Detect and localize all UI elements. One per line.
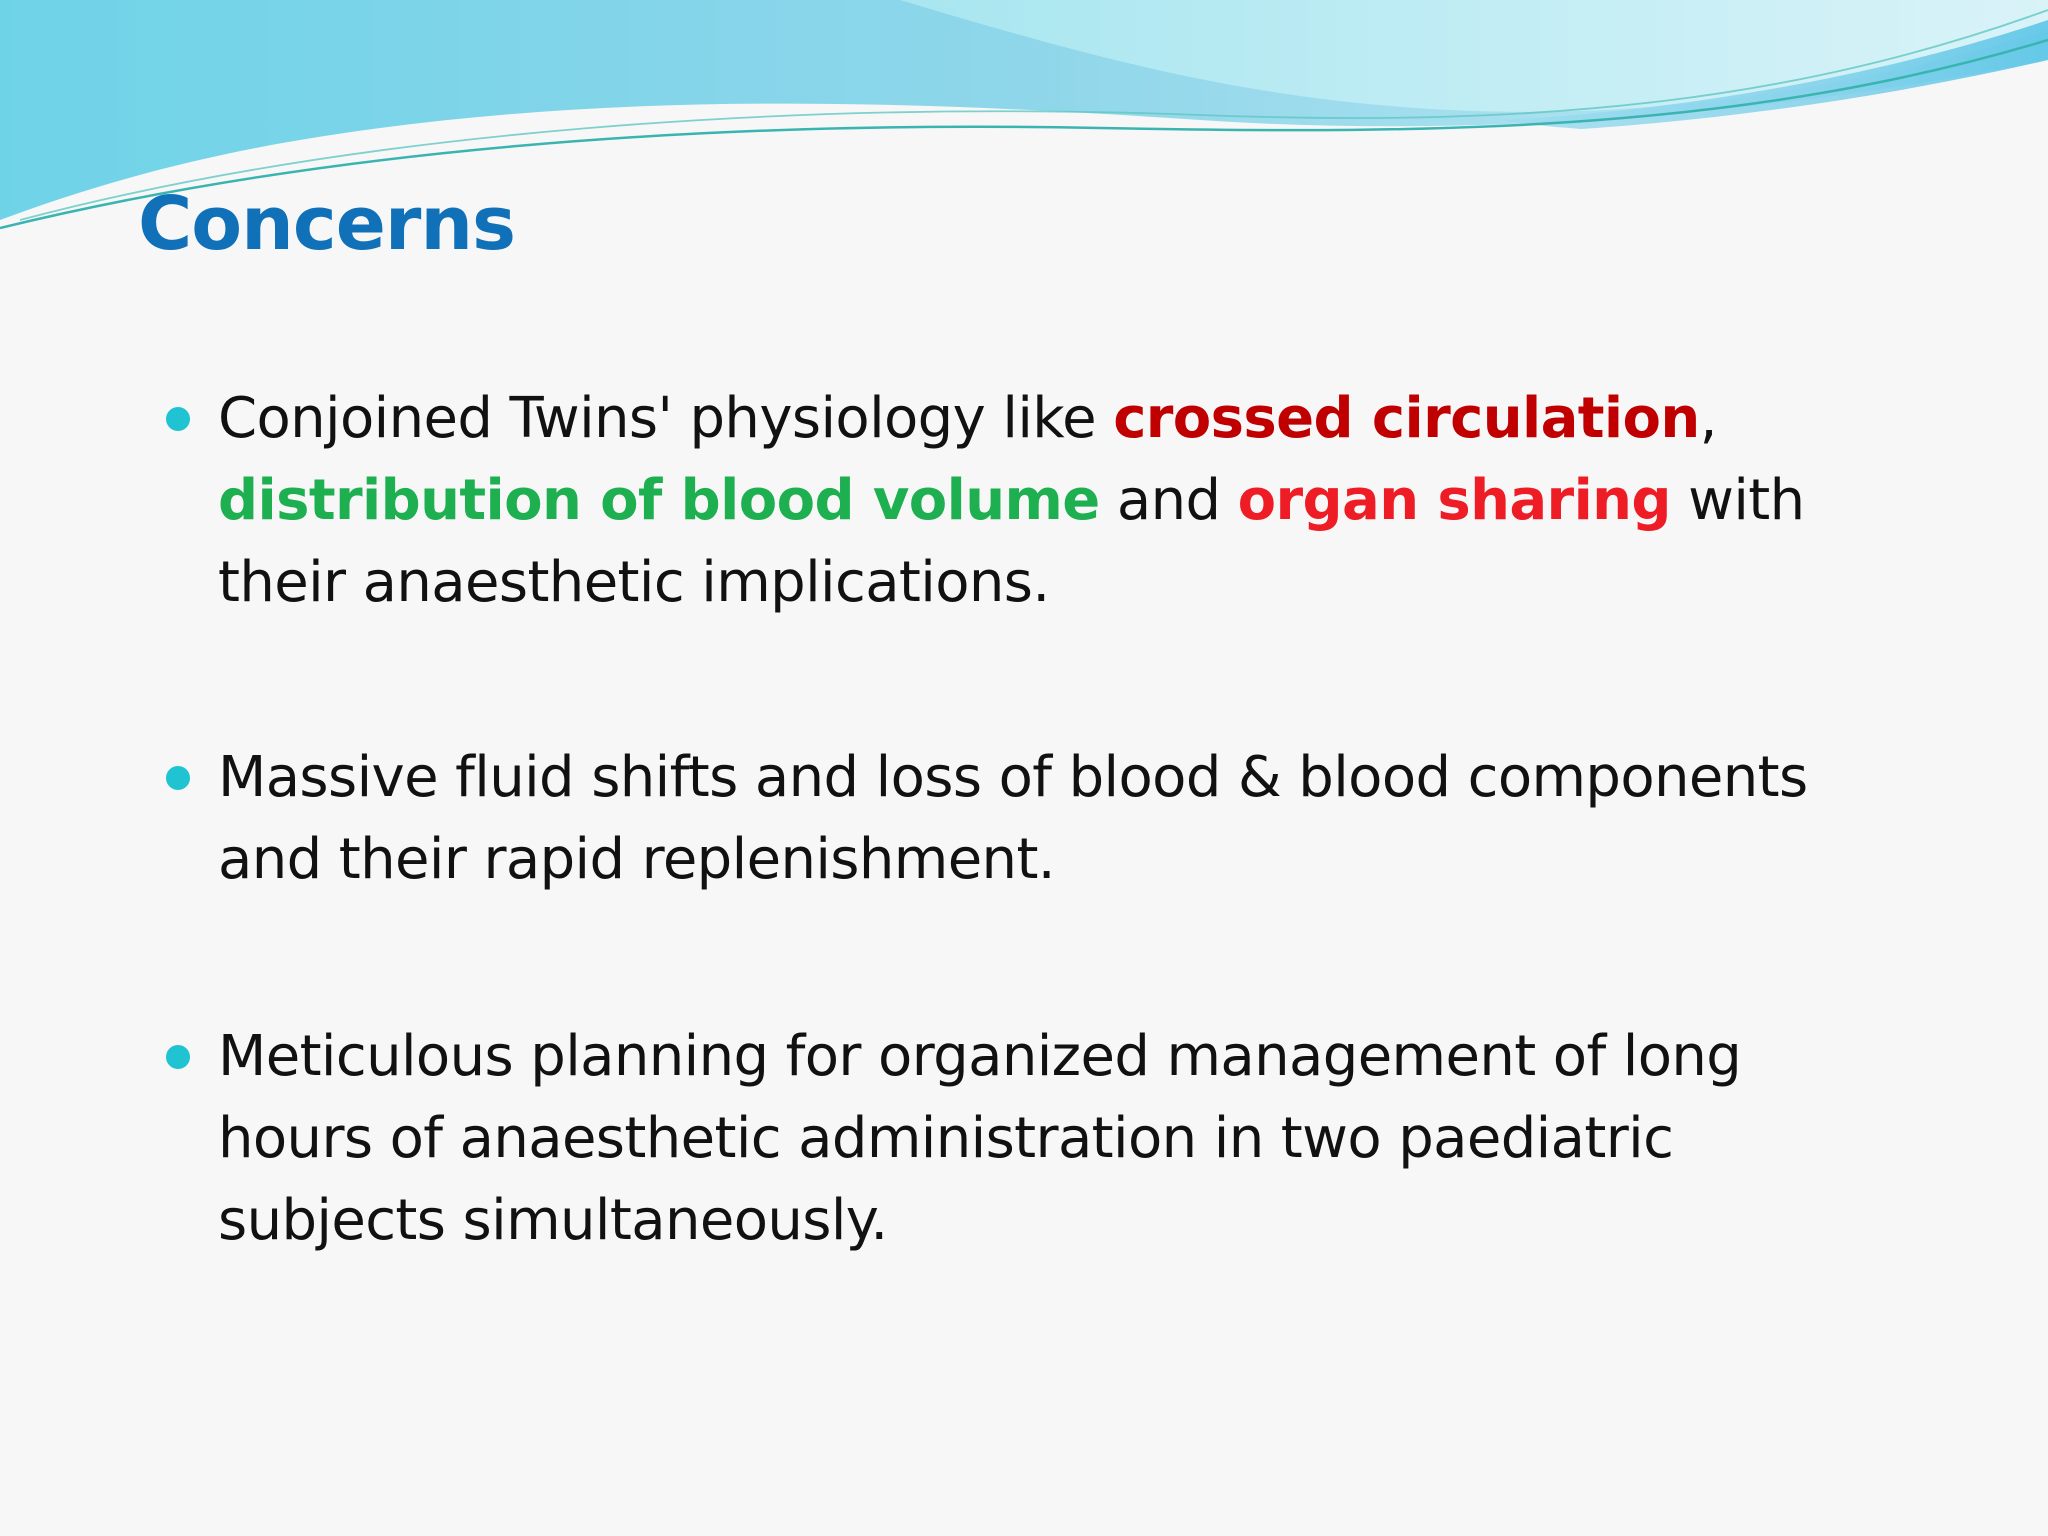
slide-title: Concerns	[138, 181, 516, 267]
bullet-text: Meticulous planning for organized management of long hours of anaesthetic administration in two paediatric subjects simultaneously.	[218, 1024, 1742, 1253]
bullet-item-fluid-shifts	[218, 737, 1898, 901]
bullet-dot-icon	[166, 407, 190, 431]
bullet-item-physiology	[218, 378, 1898, 624]
bullet-text: Massive fluid shifts and loss of blood & blood components and their rapid replenishment.	[218, 745, 1808, 892]
bullet-text-part: ,	[1699, 386, 1717, 451]
highlight-organ-sharing: organ sharing	[1237, 468, 1671, 533]
bullet-text-part: Conjoined Twins' physiology like	[218, 386, 1114, 451]
highlight-blood-volume: distribution of blood volume	[218, 468, 1100, 533]
bullet-dot-icon	[166, 1045, 190, 1069]
bullet-text-part: and	[1099, 468, 1238, 533]
bullet-text-part: with their anaesthetic implications.	[218, 468, 1805, 615]
bullet-item-planning	[218, 1016, 1898, 1262]
highlight-crossed-circulation: crossed circulation	[1113, 386, 1700, 451]
bullet-dot-icon	[166, 766, 190, 790]
